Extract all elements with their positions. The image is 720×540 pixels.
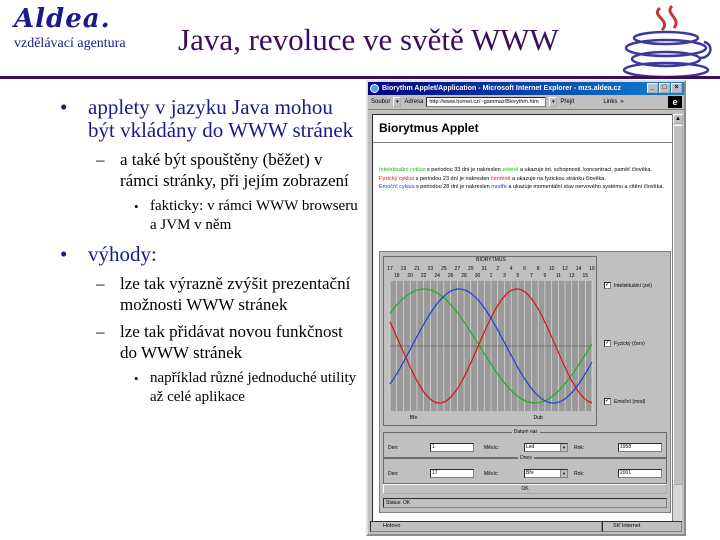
checkbox-physical[interactable]: ✓ (605, 340, 611, 346)
tick-label-top: 12 (562, 266, 568, 272)
bullet-run-in-page: – a také být spouštěny (běžet) v rámci stránky, při jejím zobrazení (58, 149, 358, 191)
tick-label-top: 6 (523, 266, 527, 272)
birth-year-label: Rok: (574, 445, 585, 451)
tick-label-bottom: 28 (461, 273, 467, 279)
tick-label-bottom: 5 (516, 273, 520, 279)
scroll-thumb[interactable] (673, 125, 683, 485)
browser-window (366, 80, 686, 536)
tick-label-bottom: 26 (447, 273, 454, 279)
tick-label-bottom: 9 (543, 273, 547, 279)
bullet-functionality: – lze tak přidávat novou funkčnost do WWW stránek (58, 321, 358, 363)
bullet-applets: • applety v jazyku Java mohou být vkládány do WWW stránek (58, 96, 358, 142)
brand-subtitle: vzdělávací agentura (14, 36, 126, 51)
tick-label-top: 31 (481, 266, 488, 272)
address-dropdown-icon[interactable]: ▾ (549, 97, 557, 107)
tick-label-bottom: 1 (489, 273, 493, 279)
brand-logo: Aldea. (14, 4, 111, 34)
legend-emotional[interactable]: ✓ Emoční (mod) (605, 398, 646, 405)
today-month-select[interactable]: Bře ▼ (524, 469, 568, 478)
chart-frame (383, 256, 597, 426)
tick-label-top: 4 (509, 266, 513, 272)
ok-button[interactable]: OK (383, 484, 667, 494)
go-button[interactable]: Přejít (560, 99, 575, 105)
title-rule (0, 76, 720, 79)
today-day-label: Den: (388, 471, 399, 477)
java-coffee-cup-icon (620, 2, 712, 80)
legend-physical[interactable]: ✓ Fyzický (červ) (605, 340, 645, 347)
tick-label-bottom: 30 (474, 273, 481, 279)
chart-title: BIORYTMUS (476, 257, 506, 263)
close-button[interactable]: × (671, 83, 682, 93)
tick-label-top: 8 (536, 266, 540, 272)
vertical-scrollbar[interactable] (672, 114, 682, 522)
tick-label-bottom: 20 (407, 273, 413, 279)
birth-day-label: Den: (388, 445, 399, 451)
menu-soubor[interactable]: Soubor (371, 99, 391, 105)
biorhythm-chart (388, 265, 594, 423)
chevron-down-icon[interactable]: ▼ (560, 444, 567, 451)
maximize-button[interactable]: □ (659, 83, 670, 93)
scroll-up-icon[interactable]: ▲ (673, 114, 683, 124)
month-label: Bře (409, 415, 418, 421)
birth-date-legend: Datum nar. (513, 429, 539, 435)
browser-titlebar (368, 82, 684, 95)
today-month-label: Měsíc: (484, 471, 499, 477)
today-day-field[interactable]: 17 (430, 469, 474, 478)
bullet-utilities: • například různé jednoduché utility až celé aplikace (58, 369, 358, 407)
birth-year-field[interactable]: 1958 (618, 443, 662, 452)
tick-label-top: 27 (454, 266, 461, 272)
birth-month-select[interactable]: Led ▼ (524, 443, 568, 452)
tick-label-bottom: 24 (434, 273, 440, 279)
tick-label-bottom: 13 (569, 273, 575, 279)
today-year-field[interactable]: 2001 (618, 469, 662, 478)
browser-statusbar (370, 521, 682, 532)
ie-logo-icon: e (668, 96, 682, 108)
today-date-fieldset (383, 455, 667, 484)
address-input[interactable]: http://www.hornet.cz/~gammaz/Biorythm.htm (426, 97, 546, 107)
desc-emotional: Emoční cyklus s periodou 28 dní je nakreslen modře a ukazuje momentální stav nervového systému a citění člověka. (379, 184, 664, 190)
bullet-browser-jvm: • fakticky: v rámci WWW browseru a JVM v něm (58, 197, 358, 235)
tick-label-bottom: 22 (420, 273, 427, 279)
chevron-down-icon[interactable]: ▼ (560, 470, 567, 477)
checkbox-emotional[interactable]: ✓ (605, 398, 611, 404)
tick-label-top: 21 (414, 266, 420, 272)
ie-icon (370, 84, 379, 93)
tick-label-top: 10 (548, 266, 555, 272)
tick-label-top: 14 (575, 266, 582, 272)
tick-label-top: 23 (427, 266, 434, 272)
window-controls (647, 83, 682, 93)
cycle-descriptions (379, 167, 675, 193)
tick-label-top: 25 (441, 266, 447, 272)
month-label: Dub (533, 415, 543, 421)
brand (14, 4, 184, 52)
page-content (372, 114, 676, 522)
birth-day-field[interactable]: 1 (430, 443, 474, 452)
status-left: Hotovo (370, 521, 602, 532)
bullet-advantages: • výhody: (58, 243, 358, 266)
links-button[interactable]: Links (603, 99, 618, 105)
page-heading: Biorytmus Applet (379, 121, 479, 135)
tick-label-top: 29 (468, 266, 474, 272)
tick-label-top: 2 (496, 266, 500, 272)
tick-label-top: 16 (589, 266, 595, 272)
tick-label-top: 19 (400, 266, 407, 272)
chart-legend (604, 252, 670, 432)
menu-dropdown-icon[interactable]: ▾ (393, 97, 401, 107)
desc-physical: Fyzický cyklus s periodou 23 dní je nakreslen červeně a ukazuje na fyzickou stránku člověka. (379, 175, 606, 182)
page-divider (373, 142, 677, 143)
browser-title: Biorythm Applet/Application - Microsoft Internet Explorer - mzs.aldea.cz (382, 85, 621, 92)
address-label: Adresa (404, 99, 424, 105)
today-date-legend: Dnes (520, 455, 532, 461)
minimize-button[interactable]: _ (647, 83, 658, 93)
tick-label-bottom: 11 (555, 273, 561, 279)
links-chevron-icon[interactable]: » (620, 99, 624, 105)
checkbox-intellectual[interactable]: ✓ (605, 282, 611, 288)
tick-label-top: 17 (387, 266, 393, 272)
birth-month-label: Měsíc: (484, 445, 499, 451)
tick-label-bottom: 18 (393, 273, 400, 279)
bullet-list (58, 96, 358, 415)
status-zone: Síť Internet (602, 521, 682, 532)
biorhythm-applet (379, 251, 671, 513)
address-toolbar (368, 95, 684, 110)
tick-label-bottom: 3 (503, 273, 506, 279)
applet-status: Status: OK (383, 498, 667, 508)
tick-label-bottom: 15 (582, 273, 589, 279)
slide-title: Java, revoluce ve světě WWW (178, 22, 559, 57)
legend-intellectual[interactable]: ✓ Intelektuální (zel) (605, 282, 653, 289)
desc-intellectual: Intelektuální cyklus s periodou 33 dní je nakreslen zeleně a ukazuje int. schopnosti, koncentraci, paměť člověka. (379, 167, 652, 173)
bullet-presentation: – lze tak výrazně zvýšit prezentační možnosti WWW stránek (58, 273, 358, 315)
today-year-label: Rok: (574, 471, 585, 477)
tick-label-bottom: 7 (530, 273, 533, 279)
